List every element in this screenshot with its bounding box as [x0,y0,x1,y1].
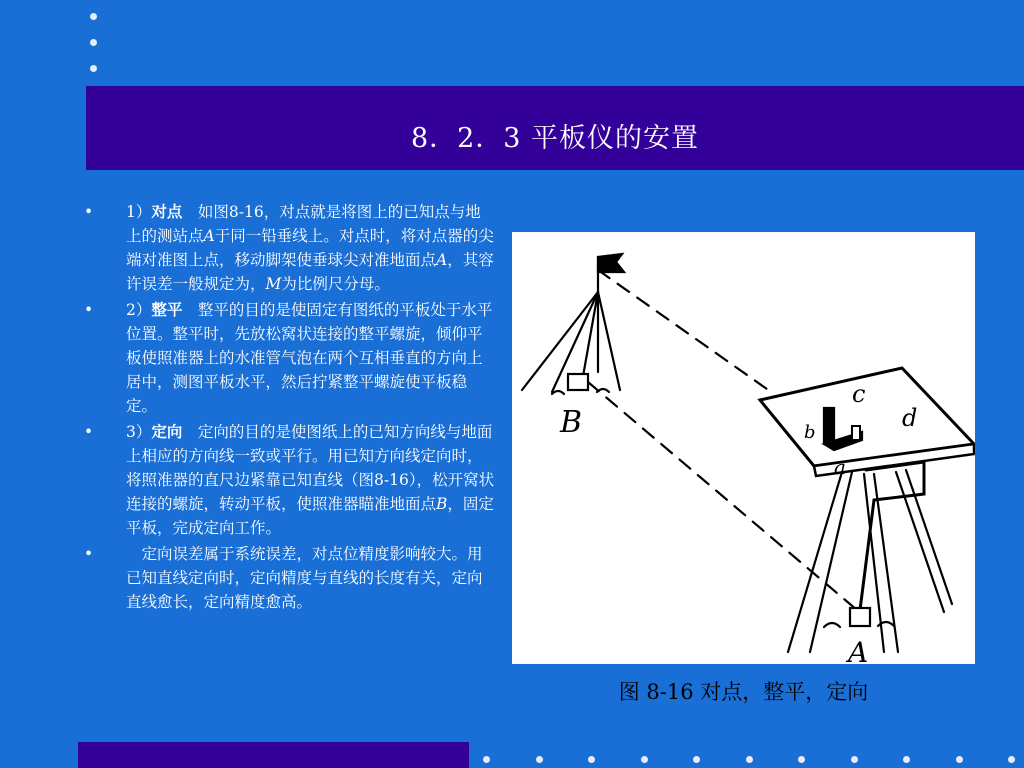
bullet-marker: • [84,203,94,221]
title-bar [86,86,1024,170]
tripod-leg [582,292,598,382]
tripod-leg [598,292,620,390]
label-b: b [804,422,816,443]
figure-image [512,232,975,664]
bullet-item-1 [84,200,496,296]
bullet-number: 3） [126,423,152,441]
bullet-marker: • [84,545,94,563]
bullet-number: 2） [126,301,152,319]
bullet-text: 于同一铅垂线上。对点时，将对点器的尖端对准图上点，移动脚架使垂球尖对准地面点 [126,227,494,269]
bullet-text: 如图8-16，对点就是将图上的已知点与地上的测站点 [126,203,481,245]
decor-dot [903,756,910,763]
bullet-number: 1） [126,203,152,221]
bullet-italic: M [265,275,282,293]
plane-table-illustration [512,232,975,664]
decor-dot [1008,756,1015,763]
bullet-item-4 [84,542,496,614]
decor-dot [851,756,858,763]
decor-dot [90,65,97,72]
slide-title: 8．2．3 平板仪的安置 [410,123,700,154]
decor-dot [588,756,595,763]
bullet-item-3 [84,420,496,540]
bullet-italic: B [436,495,448,513]
bullet-text: 定向的目的是使图纸上的已知方向线与地面上相应的方向线一致或平行。用已知方向线定向时，将照准器的直尺边紧靠已知直线（图8-16），松开窝状连接的螺旋，转动平板，使照准器瞄准地面点 [126,423,495,513]
decor-dot [90,39,97,46]
marker-b [568,374,588,390]
bullet-text: ，固定平板，完成定向工作。 [126,495,494,537]
decor-dot [693,756,700,763]
label-b-point: B [560,405,583,440]
bullet-text: 定向误差属于系统误差，对点位精度影响较大。用已知直线定向时，定向精度与直线的长度有关，定向直线愈长，定向精度愈高。 [126,545,483,611]
decor-dot [641,756,648,763]
plumb-arm [860,462,924,610]
label-d: d [902,404,918,432]
bullet-text: 整平的目的是使固定有图纸的平板处于水平位置。整平时，先放松窝状连接的整平螺旋，倾仰平板使照准器上的水准管气泡在两个互相垂直的方向上居中，测图平板水平，然后拧紧整平螺旋使平板稳定。 [126,301,493,415]
bullet-text: 为比例尺分母。 [281,275,390,293]
bullet-italic: A [436,251,448,269]
bullet-text: ，其容许误差一般规定为， [126,251,494,293]
bullet-heading: 整平 [151,301,183,319]
bottom-bar [78,742,469,768]
label-c: c [852,380,866,408]
label-a: a [834,455,846,479]
bullet-item-2 [84,298,496,418]
decor-dot [483,756,490,763]
decor-dot [956,756,963,763]
alidade-ruler [824,408,834,444]
bullet-italic: A [203,227,215,245]
label-a-point: A [848,636,869,664]
decor-dot [798,756,805,763]
decor-dot [536,756,543,763]
marker-a [850,608,870,626]
bullet-list [84,200,496,616]
figure-caption: 图 8-16 对点，整平，定向 [618,680,869,704]
decor-dot [90,13,97,20]
bullet-marker: • [84,301,94,319]
bullet-marker: • [84,423,94,441]
tripod-leg [788,472,842,652]
flag-icon [598,254,624,272]
decor-dot [746,756,753,763]
bullet-heading: 对点 [151,203,183,221]
sight-line [598,270,774,394]
bullet-heading: 定向 [151,423,183,441]
